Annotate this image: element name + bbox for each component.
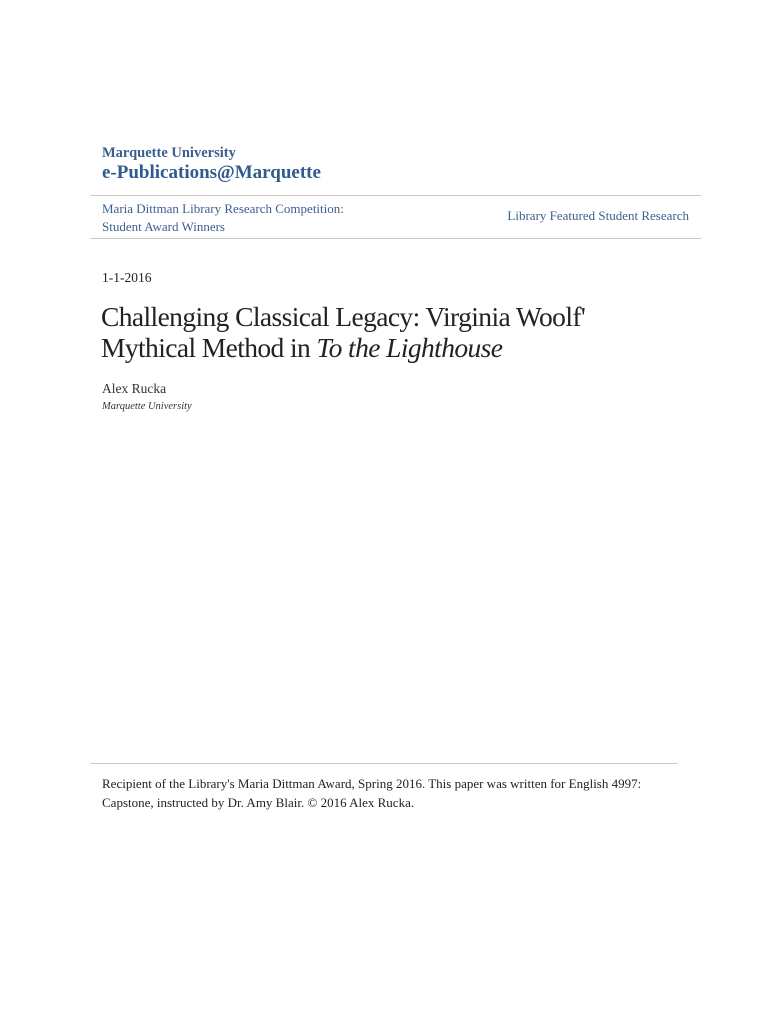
collections-bar [90,195,701,239]
collection-link-competition[interactable] [102,200,402,236]
collection-link-featured[interactable]: Library Featured Student Research [507,208,689,223]
repository-link[interactable]: e-Publications@Marquette [102,162,321,183]
paper-title-italic: To the Lighthouse [316,332,503,363]
institution-link[interactable]: Marquette University [102,145,236,161]
paper-title-part1: Challenging Classical Legacy: Virginia Woolf' [101,301,586,332]
author-affiliation: Marquette University [102,401,192,412]
collection-link-competition-line2: Student Award Winners [102,219,225,234]
publication-date: 1-1-2016 [102,270,152,285]
paper-title[interactable] [101,301,701,363]
repository-header [102,145,702,184]
collection-link-competition-line1: Maria Dittman Library Research Competition: [102,201,344,216]
paper-title-part2: Mythical Method in [101,332,317,363]
award-note: Recipient of the Library's Maria Dittman Award, Spring 2016. This paper was written for English 4997: Capstone, instructed by Dr. Amy Blair. © 2016 Alex Rucka. [102,776,642,810]
footer-divider [90,763,678,764]
author-name[interactable]: Alex Rucka [102,381,167,396]
